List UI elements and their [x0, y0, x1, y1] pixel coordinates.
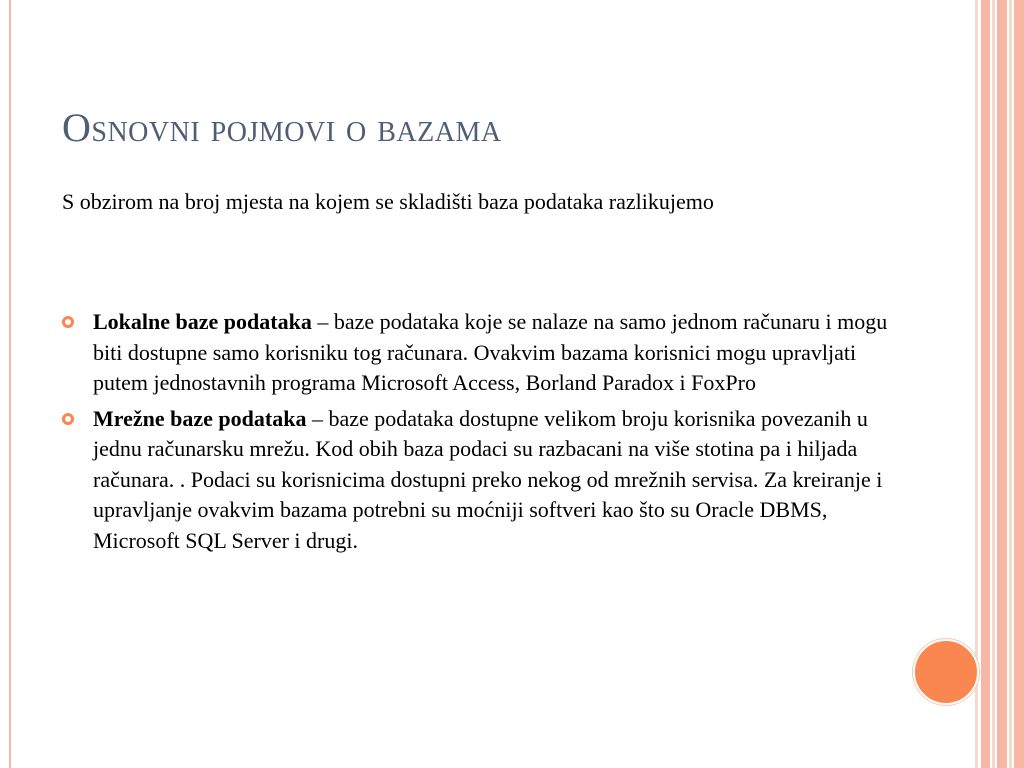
bullet-term: Mrežne baze podataka [93, 405, 307, 431]
bullet-text: – baze podataka koje se nalaze na samo jednom računaru i mogu biti dostupne samo korisniku tog računara. Ovakvim bazama korisnici mogu upravljati putem jednostavnih programa Microsoft Access, Borland Paradox i FoxPro [93, 309, 888, 395]
bullet-term: Lokalne baze podataka [93, 309, 312, 334]
decorative-circle [913, 639, 979, 705]
right-stripe [992, 0, 995, 768]
intro-paragraph: S obzirom na broj mjesta na kojem se skladišti baza podataka razlikujemo [62, 189, 714, 214]
bullet-list [62, 307, 892, 561]
right-stripe [981, 0, 990, 768]
ring-bullet-icon [62, 413, 74, 425]
right-stripe [1009, 0, 1012, 768]
ring-bullet-icon [62, 316, 74, 328]
slide-title: Osnovni pojmovi o bazama [62, 105, 502, 150]
right-stripe [975, 0, 978, 768]
right-stripe [997, 0, 1007, 768]
right-stripe [1014, 0, 1024, 768]
bullet-item [62, 307, 892, 399]
left-border-line [9, 0, 11, 768]
bullet-item [62, 404, 892, 557]
bullet-text: – baze podataka dostupne velikom broju korisnika povezanih u jednu računarsku mrežu. Kod obih baza podaci su razbacani na više stotina pa i hiljada računara. . Podaci su korisnicima dostupni preko nekog od mrežnih servisa. Za kreiranje i upravljanje ovakvim bazama potrebni su moćniji softveri kao što su Oracle DBMS, Microsoft SQL Server i drugi. [93, 405, 883, 553]
